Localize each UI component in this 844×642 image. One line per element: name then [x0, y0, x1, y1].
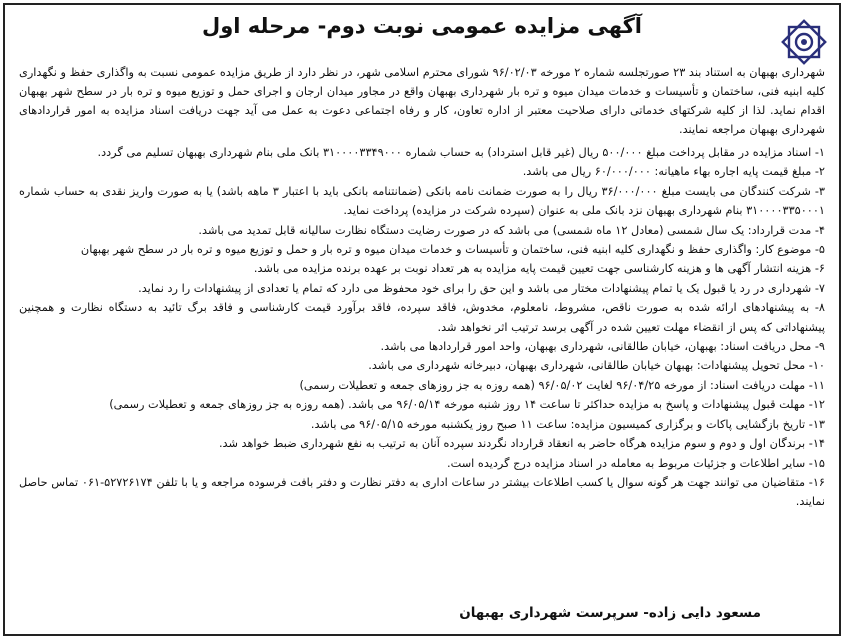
notice-item: ۸- به پیشنهادهای ارائه شده به صورت ناقص، مشروط، نامعلوم، مخدوش، فاقد سپرده، فاقد برآورد قیمت کارشناسی و فاقد برگ تائید به دستگاه نظارت و همچنین پیشنهاداتی که پس از انقضاء مهلت تعیین شده در آگهی برسد ترتیب اثر نخواهد شد.	[19, 301, 825, 334]
auction-notice	[3, 3, 841, 636]
notice-item: ۲- مبلغ قیمت پایه اجاره بهاء ماهیانه: ۶۰/۰۰۰/۰۰۰ ریال می باشد.	[522, 165, 825, 179]
notice-terms-list	[19, 143, 825, 512]
notice-item: ۱۳- تاریخ بازگشایی پاکات و برگزاری کمیسیون مزایده: ساعت ۱۱ صبح روز یکشنبه مورخه ۹۶/۰۵/۱۵ می باشد.	[310, 417, 825, 431]
notice-item: ۱۵- سایر اطلاعات و جزئیات مربوط به معامله در اسناد مزایده درج گردیده است.	[447, 456, 825, 470]
notice-title: آگهی مزایده عمومی نوبت دوم- مرحله اول	[202, 14, 642, 38]
notice-item: ۱۱- مهلت دریافت اسناد: از مورخه ۹۶/۰۴/۲۵ لغایت ۹۶/۰۵/۰۲ (همه روزه به جز روزهای جمعه و تعطیلات رسمی)	[299, 378, 825, 392]
notice-intro: شهرداری بهبهان به استناد بند ۲۳ صورتجلسه شماره ۲ مورخه ۹۶/۰۲/۰۳ شورای محترم اسلامی شهر، در نظر دارد از طریق مزایده عمومی نسبت به واگذاری حفظ و نگهداری کلیه ابنیه فنی، ساختمان و تأسیسات و خدمات میدان میوه و تره بار شهرداری بهبهان واقع در مجاور میدان ارجان و اجرای حمل و توزیع میوه و تره بار در سطح شهر بهبهان اقدام نماید. لذا از کلیه شرکتهای خدماتی دارای صلاحیت معتبر از اداره تعاون، کار و رفاه اجتماعی دعوت به عمل می آید جهت دریافت اسناد مزایده به امور قراردادهای شهرداری بهبهان مراجعه نمایند.	[19, 66, 825, 136]
notice-item: ۳- شرکت کنندگان می بایست مبلغ ۳۶/۰۰۰/۰۰۰ ریال را به صورت ضمانت نامه بانکی (ضمانتنامه بانکی باید با اعتبار ۳ ماهه باشد) یا به صورت واریز نقدی به حساب شماره ۳۱۰۰۰۰۳۳۵۰۰۰۱ بنام شهرداری بهبهان نزد بانک ملی به عنوان (سپرده شرکت در مزایده) پرداخت نماید.	[19, 184, 825, 218]
notice-item: ۷- شهرداری در رد یا قبول یک یا تمام پیشنهادات مختار می باشد و این حق را برای خود محفوظ می دارد که تمام یا تعدادی از پیشنهادات را رد نماید.	[138, 281, 825, 295]
notice-item: ۹- محل دریافت اسناد: بهبهان، خیابان طالقانی، شهرداری بهبهان، واحد امور قراردادها می باشد.	[380, 340, 825, 354]
notice-item: ۱۴- برندگان اول و دوم و سوم مزایده هرگاه حاضر به انعقاد قرارداد نگردند سپرده آنان به ترتیب به نفع شهرداری ضبط خواهد شد.	[218, 437, 825, 451]
notice-item: ۶- هزینه انتشار آگهی ها و هزینه کارشناسی جهت تعیین قیمت پایه مزایده به هر تعداد نوبت بر عهده برنده مزایده می باشد.	[253, 262, 825, 276]
notice-item: ۱- اسناد مزایده در مقابل پرداخت مبلغ ۵۰۰/۰۰۰ ریال (غیر قابل استرداد) به حساب شماره ۳۱۰۰۰۰۳۳۴۹۰۰۰ بانک ملی بنام شهرداری بهبهان تسلیم می گردد.	[97, 146, 825, 159]
notice-item: ۱۶- متقاضیان می توانند جهت هر گونه سوال یا کسب اطلاعات بیشتر در ساعات اداری به دفتر نظارت و دفتر بافت فرسوده مراجعه و یا با تلفن ۵۲۷۲۶۱۷۴-۰۶۱ تماس حاصل نمایند.	[19, 475, 825, 509]
notice-item: ۱۰- محل تحویل پیشنهادات: بهبهان خیابان طالقانی، شهرداری بهبهان، دبیرخانه شهرداری می باشد.	[368, 359, 825, 373]
signature: مسعود دایی زاده- سرپرست شهرداری بهبهان	[459, 605, 761, 621]
notice-item: ۵- موضوع کار: واگذاری حفظ و نگهداری کلیه ابنیه فنی، ساختمان و تأسیسات و خدمات میدان میوه و تره بار و حمل و توزیع میوه و تره بار در سطح شهر بهبهان	[80, 243, 825, 257]
notice-item: ۴- مدت قرارداد: یک سال شمسی (معادل ۱۲ ماه شمسی) می باشد که در صورت رضایت دستگاه نظارت سالیانه قابل تمدید می باشد.	[198, 223, 825, 237]
notice-item: ۱۲- مهلت قبول پیشنهادات و پاسخ به مزایده حداکثر تا ساعت ۱۴ روز شنبه مورخه ۹۶/۰۵/۱۴ می باشد. (همه روزه به جز روزهای جمعه و تعطیلات رسمی)	[109, 398, 825, 412]
